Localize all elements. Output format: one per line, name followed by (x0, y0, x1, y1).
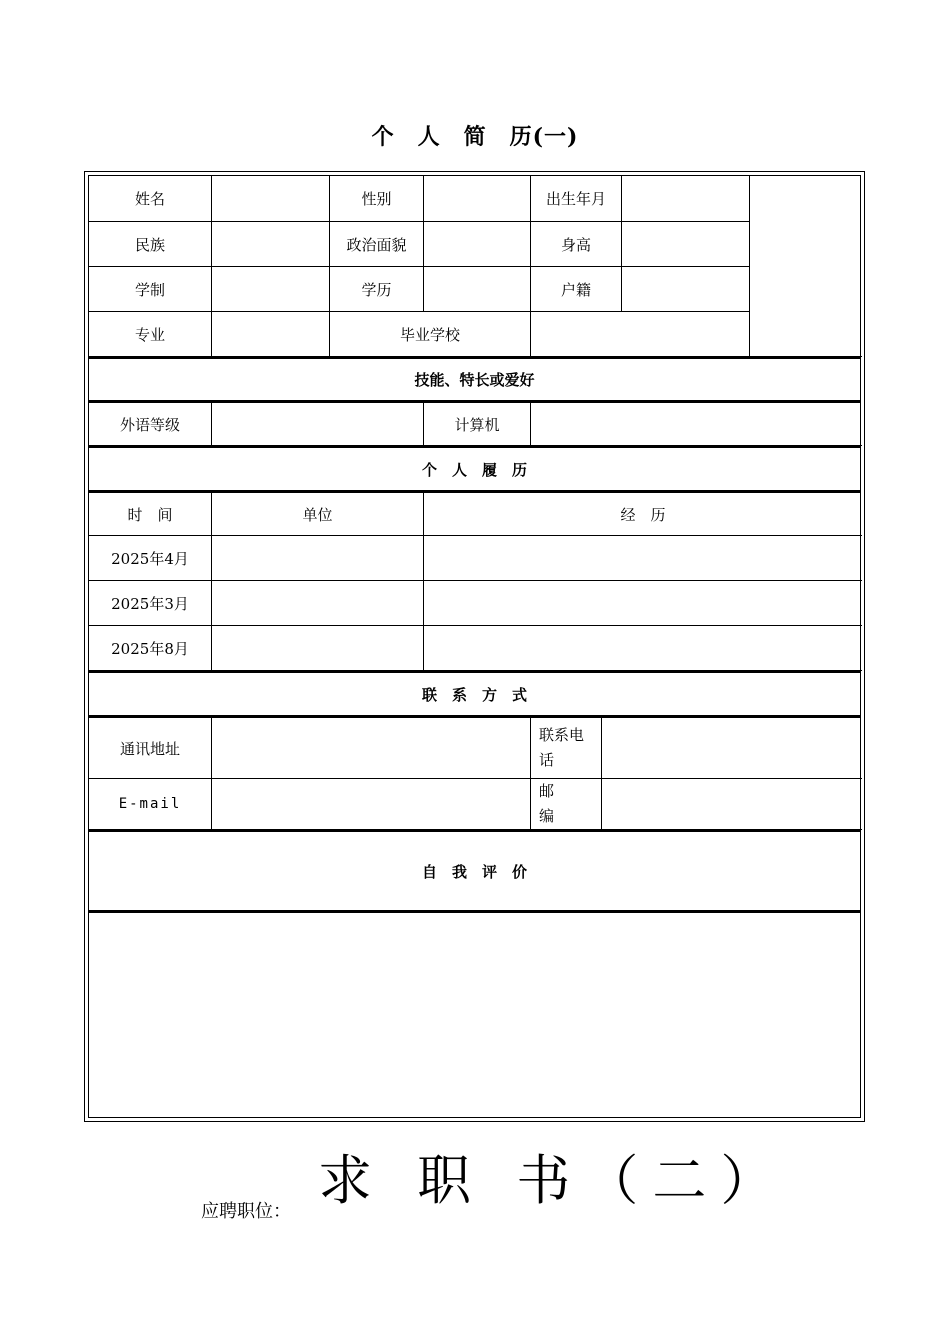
political-label: 政治面貌 (330, 222, 424, 267)
resume-row-time: 2025年3月 (89, 581, 212, 626)
zip-label-line: 邮 (539, 782, 555, 800)
birth-field[interactable] (622, 176, 750, 222)
application-big-title: 求 职 书（二） (318, 1149, 789, 1212)
zip-field[interactable] (602, 779, 862, 830)
address-field[interactable] (212, 718, 531, 779)
col-time-header: 时 间 (89, 493, 212, 536)
zip-label (531, 779, 602, 830)
address-label: 通讯地址 (89, 718, 212, 779)
resume-row-unit[interactable] (212, 536, 424, 581)
resume-row-unit[interactable] (212, 626, 424, 671)
language-label: 外语等级 (89, 403, 212, 446)
skills-section-title: 技能、特长或爱好 (89, 359, 860, 401)
name-field[interactable] (212, 176, 330, 222)
resume-row-experience[interactable] (424, 536, 862, 581)
birth-label: 出生年月 (531, 176, 622, 222)
height-label: 身高 (531, 222, 622, 267)
col-experience-header: 经 历 (424, 493, 862, 536)
contact-section-title: 联 系 方 式 (89, 673, 860, 716)
schooling-label: 学制 (89, 267, 212, 312)
political-field[interactable] (424, 222, 531, 267)
gender-label: 性别 (330, 176, 424, 222)
resume-form (84, 171, 865, 1122)
major-label: 专业 (89, 312, 212, 357)
email-label: E-mail (89, 779, 212, 830)
name-label: 姓名 (89, 176, 212, 222)
ethnicity-field[interactable] (212, 222, 330, 267)
ethnicity-label: 民族 (89, 222, 212, 267)
hukou-label: 户籍 (531, 267, 622, 312)
resume-section-title: 个 人 履 历 (89, 448, 860, 491)
major-field[interactable] (212, 312, 330, 357)
resume-row-unit[interactable] (212, 581, 424, 626)
schooling-field[interactable] (212, 267, 330, 312)
school-field[interactable] (531, 312, 750, 357)
phone-label-line: 话 (539, 751, 555, 769)
position-label: 应聘职位： (201, 1201, 291, 1222)
computer-field[interactable] (531, 403, 862, 446)
school-label: 毕业学校 (330, 312, 531, 357)
phone-field[interactable] (602, 718, 862, 779)
phone-label-line: 联系电 (539, 726, 585, 744)
page-title: 个 人 简 历(一) (371, 124, 579, 150)
resume-form-inner (88, 175, 861, 1118)
education-label: 学历 (330, 267, 424, 312)
education-field[interactable] (424, 267, 531, 312)
email-field[interactable] (212, 779, 531, 830)
resume-row-experience[interactable] (424, 581, 862, 626)
resume-row-experience[interactable] (424, 626, 862, 671)
computer-label: 计算机 (424, 403, 531, 446)
zip-label-line: 编 (539, 807, 555, 825)
self-eval-section-title: 自 我 评 价 (89, 832, 860, 911)
gender-field[interactable] (424, 176, 531, 222)
hukou-field[interactable] (622, 267, 750, 312)
self-eval-field[interactable] (89, 913, 862, 1119)
height-field[interactable] (622, 222, 750, 267)
phone-label (531, 718, 602, 779)
language-field[interactable] (212, 403, 424, 446)
col-unit-header: 单位 (212, 493, 424, 536)
resume-row-time: 2025年8月 (89, 626, 212, 671)
photo-area[interactable] (750, 176, 862, 357)
resume-row-time: 2025年4月 (89, 536, 212, 581)
